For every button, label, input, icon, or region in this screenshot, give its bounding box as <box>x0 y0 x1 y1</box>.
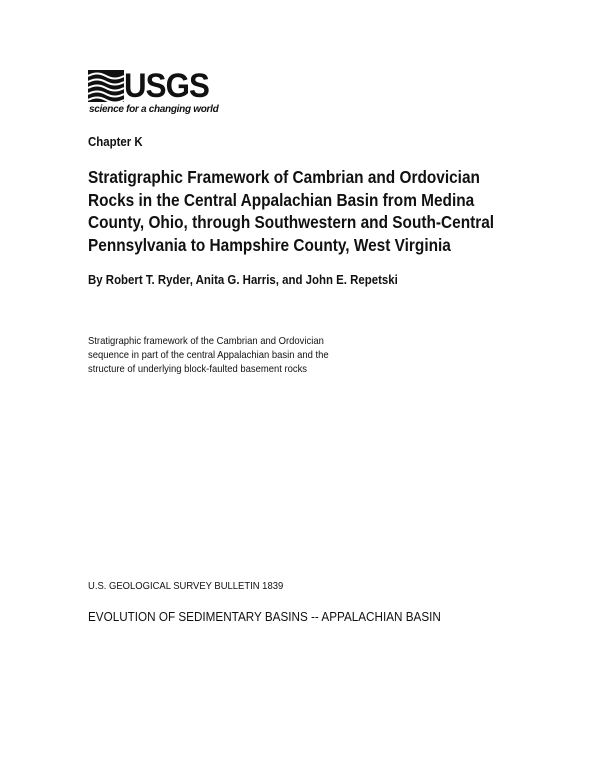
title-line: County, Ohio, through Southwestern and South-Central <box>88 212 495 232</box>
title-line: Stratigraphic Framework of Cambrian and Ordovician <box>88 167 480 187</box>
chapter-description <box>88 334 355 376</box>
volume-title: EVOLUTION OF SEDIMENTARY BASINS -- APPALACHIAN BASIN <box>88 609 441 624</box>
title-line: Pennsylvania to Hampshire County, West Virginia <box>88 234 451 255</box>
usgs-tagline: science for a changing world <box>89 104 219 115</box>
description-line: Stratigraphic framework of the Cambrian and Ordovician <box>88 335 324 347</box>
chapter-label: Chapter K <box>88 134 143 149</box>
bulletin-series: U.S. GEOLOGICAL SURVEY BULLETIN 1839 <box>88 580 284 592</box>
description-line: sequence in part of the central Appalachian basin and the <box>88 349 329 361</box>
usgs-wordmark: USGS <box>124 67 209 105</box>
description-line: structure of underlying block-faulted basement rocks <box>88 363 308 375</box>
usgs-logo <box>88 67 219 118</box>
document-title <box>88 166 558 256</box>
title-line: Rocks in the Central Appalachian Basin from Medina <box>88 189 475 210</box>
authors-byline: By Robert T. Ryder, Anita G. Harris, and John E. Repetski <box>88 272 398 287</box>
usgs-wave-icon <box>88 70 124 102</box>
